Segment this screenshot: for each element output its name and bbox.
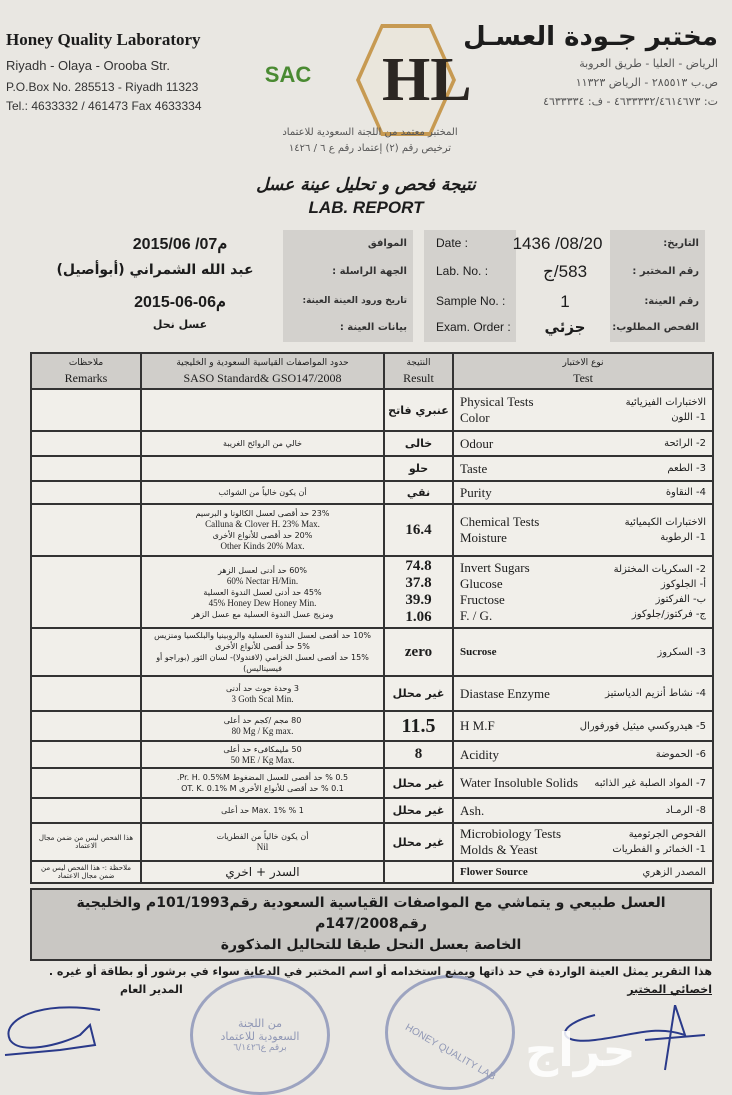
date-ar-label: التاريخ: — [663, 237, 699, 249]
test-name-group — [460, 436, 706, 452]
standard-line: 0.5 % حد أقصى للعسل المضغوط Pr. H. 0.5%M. — [176, 773, 349, 782]
test-name-en-col — [460, 644, 496, 660]
results-table — [30, 352, 714, 884]
sender-label: الجهة الراسلة : — [332, 265, 407, 277]
test-name-en: Water Insoluble Solids — [460, 775, 579, 790]
disclaimer-note: هذا التقرير يمثل العينة الواردة في حد ذاتها ويمنع استخدامه أو اسم المختبر في الدعاية سواء في برشور أو بطاقة أو غيره . — [48, 965, 712, 978]
standard-line: أن يكون خالياً من الشوائب — [218, 488, 307, 497]
remarks-header — [31, 353, 141, 389]
test-name-group — [460, 826, 706, 858]
result-value: 39.9 — [405, 592, 432, 608]
remarks-cell — [31, 711, 141, 741]
standard-cell — [141, 481, 384, 504]
test-cell — [453, 628, 713, 676]
remarks-cell — [31, 768, 141, 798]
test-name-group — [460, 461, 706, 477]
standard-cell — [141, 431, 384, 456]
standard-line: 23% حد أقصى لعسل الكالونا و البرسيم — [195, 509, 330, 518]
test-name-ar: 1- الخمائر و الفطريات — [612, 844, 706, 855]
standard-line: السدر + اخري — [225, 864, 300, 879]
remarks-cell — [31, 861, 141, 883]
sac-logo-text: SAC — [264, 62, 312, 87]
standard-cell — [141, 823, 384, 861]
manager-signature — [0, 1000, 130, 1070]
test-name-group — [460, 514, 706, 546]
test-name-group — [460, 803, 706, 819]
result-cell — [384, 861, 453, 883]
test-name-ar: 1- الرطوبة — [660, 532, 706, 543]
conclusion-line-1: العسل طبيعي و يتماشي مع المواصفات القياسية السعودية رقم101/1993م والخليجية رقم147/2008م — [76, 895, 666, 932]
result-value: 16.4 — [405, 521, 432, 538]
sample-data-label: بيانات العينة : — [339, 321, 407, 333]
standard-line: Nil — [256, 842, 269, 852]
table-row — [31, 556, 713, 628]
test-name-ar-col — [614, 562, 706, 622]
test-name-en-col — [460, 560, 530, 624]
test-name-en-col — [460, 394, 534, 426]
test-cell — [453, 504, 713, 556]
sample-no: 1 — [560, 292, 570, 311]
remarks-cell — [31, 504, 141, 556]
stamp-line-1: من اللجنة — [237, 1017, 283, 1030]
result-cell — [384, 823, 453, 861]
test-name-ar-col — [656, 747, 706, 762]
lab-no-ar-label: رقم المختبر : — [632, 265, 699, 277]
test-name-ar: 1- اللون — [671, 412, 706, 423]
test-name-ar: ج- فركتوز/جلوكوز — [631, 609, 706, 620]
remarks-cell — [31, 556, 141, 628]
test-name-ar: 6- الحموضة — [655, 749, 706, 760]
standard-line: Other Kinds 20% Max. — [220, 541, 305, 551]
standard-cell — [141, 711, 384, 741]
license-line: ترخيص رقم (٢) إعتماد رقم ع ٦ / ١٤٢٦ — [288, 143, 452, 154]
table-row — [31, 504, 713, 556]
lab-phone-en: Tel.: 4633332 / 461473 Fax 4633334 — [6, 99, 202, 113]
test-cell — [453, 431, 713, 456]
table-row — [31, 798, 713, 823]
result-header-en: Result — [403, 371, 434, 385]
result-value: 8 — [414, 746, 423, 762]
remarks-cell — [31, 676, 141, 711]
test-cell — [453, 556, 713, 628]
test-name-ar: 3- السكروز — [657, 646, 706, 658]
test-name-group — [460, 775, 706, 791]
result-value: 37.8 — [405, 575, 432, 591]
test-cell — [453, 456, 713, 481]
test-name-ar: 7- المواد الصلبة غير الذائبه — [594, 777, 706, 789]
test-name-ar-col — [605, 686, 706, 701]
standard-line: 80 مجم /كجم حد أعلى — [223, 716, 302, 725]
test-name-ar: 4- نشاط أنزيم الدياستيز — [605, 688, 706, 699]
test-name-en: Ash. — [460, 802, 485, 818]
test-cell — [453, 798, 713, 823]
standard-line: 60% حد أدنى لعسل الزهر — [218, 565, 307, 575]
sac-logo — [240, 30, 336, 120]
report-title-ar: نتيجة فحص و تحليل عينة عسل — [256, 175, 476, 195]
test-cell — [453, 481, 713, 504]
result-value: 1.06 — [405, 609, 432, 625]
lab-logo-letters: HL — [382, 46, 472, 114]
test-name-ar: 2- الرائحة — [664, 438, 706, 449]
table-row — [31, 861, 713, 883]
stamp-line-3: برقم ع٦/١٤٢٦ — [233, 1043, 287, 1053]
test-name-group — [460, 485, 706, 501]
remarks-cell — [31, 389, 141, 431]
test-name-en: Diastase Enzyme — [460, 685, 550, 701]
test-name-en: Fructose — [460, 592, 505, 607]
remarks-header-en: Remarks — [64, 371, 108, 385]
test-name-ar: المصدر الزهري — [642, 866, 706, 878]
table-row — [31, 676, 713, 711]
lab-name-en: Honey Quality Laboratory — [6, 30, 201, 49]
arrival-date: 2015-06-06م — [134, 294, 226, 311]
report-body — [30, 352, 712, 996]
result-cell — [384, 431, 453, 456]
standard-line: 20% حد أقصى للأنواع الأخرى — [212, 531, 313, 540]
test-name-en-col — [460, 686, 550, 702]
test-name-ar: الفحوص الجرثومية — [628, 829, 706, 840]
lab-no: 583/ج — [542, 262, 588, 281]
table-row — [31, 711, 713, 741]
lab-no-label: Lab. No. : — [436, 264, 489, 278]
standard-cell — [141, 456, 384, 481]
date-hijri: 1436 /08/20 — [512, 234, 603, 253]
result-cell — [384, 676, 453, 711]
remark-text: ملاحظة :- هذا الفحص ليس من ضمن مجال الاعتماد — [40, 864, 132, 880]
sample-no-label: Sample No. : — [436, 294, 506, 308]
lab-name-ar: مختبر جـودة العسـل — [463, 22, 718, 52]
table-row — [31, 823, 713, 861]
standard-header — [141, 353, 384, 389]
test-name-en-col — [460, 775, 578, 791]
test-name-ar-col — [626, 395, 706, 425]
test-name-en-col — [460, 436, 493, 452]
test-name-en-col — [460, 461, 487, 477]
remarks-cell — [31, 741, 141, 768]
result-cell — [384, 628, 453, 676]
lab-phone-ar: ت: ٤٦٣٣٣٣٢/٤٦١٤٦٧٣ - ف: ٤٦٣٣٣٣٤ — [543, 95, 718, 108]
standard-line: 50 ME / Kg Max. — [230, 754, 295, 765]
table-row — [31, 768, 713, 798]
standard-line: 45% حد أدنى لعسل الندوة العسلية — [203, 587, 322, 597]
standard-line: 45% Honey Dew Honey Min. — [208, 597, 317, 608]
report-title-en: LAB. REPORT — [308, 198, 424, 217]
date-gregorian: 2015/06 /07م — [132, 236, 228, 253]
test-name-en-col — [460, 826, 561, 858]
test-name-group — [460, 864, 706, 880]
test-name-ar-col — [643, 865, 707, 880]
test-header-en: Test — [573, 371, 593, 385]
result-cell — [384, 768, 453, 798]
equiv-label: الموافق — [367, 237, 407, 249]
table-row — [31, 431, 713, 456]
result-cell — [384, 456, 453, 481]
test-name-en: Physical Tests — [460, 394, 534, 409]
test-name-en: Microbiology Tests — [460, 826, 562, 841]
test-name-ar-col — [666, 803, 706, 818]
table-row — [31, 741, 713, 768]
test-name-ar: 8- الرمـاد — [665, 805, 706, 816]
remarks-cell — [31, 798, 141, 823]
test-name-en: Chemical Tests — [460, 514, 540, 529]
test-cell — [453, 676, 713, 711]
exam-order: جزئي — [544, 318, 586, 336]
date-label: Date : — [436, 236, 469, 250]
test-name-en: Glucose — [460, 576, 503, 591]
standard-cell — [141, 628, 384, 676]
remarks-cell — [31, 431, 141, 456]
lab-stamp-text: HONEY QUALITY LAB — [402, 1022, 498, 1083]
test-name-en-col — [460, 864, 528, 880]
test-name-group — [460, 718, 706, 734]
general-manager-label: المدير العام — [120, 983, 183, 996]
remarks-cell — [31, 628, 141, 676]
test-name-ar: 5- هيدروكسي ميثيل فورفورال — [579, 720, 706, 732]
sender-name: عبد الله الشمراني (أبوأصيل) — [56, 262, 254, 278]
test-name-ar-col — [594, 776, 706, 791]
table-row — [31, 389, 713, 431]
test-name-ar: الاختبارات الكيميائية — [624, 517, 706, 528]
accreditation-line: المختبر معتمد من اللجنة السعودية للاعتماد — [282, 127, 458, 138]
result-value: غير محلل — [392, 835, 445, 849]
test-name-group — [460, 560, 706, 624]
result-cell — [384, 389, 453, 431]
test-name-ar-col — [664, 436, 706, 451]
standard-cell — [141, 389, 384, 431]
result-cell — [384, 741, 453, 768]
test-name-en: Sucrose — [460, 646, 497, 658]
table-header-row — [31, 353, 713, 389]
test-cell — [453, 741, 713, 768]
result-cell — [384, 504, 453, 556]
test-header-ar: نوع الاختبار — [562, 358, 604, 368]
test-name-group — [460, 394, 706, 426]
test-name-en: Moisture — [460, 530, 507, 545]
test-name-group — [460, 644, 706, 660]
standard-line: 5% حد أقصى للأنواع الأخرى — [215, 642, 310, 651]
standard-cell — [141, 768, 384, 798]
standard-line: أن يكون خالياً من الفطريات — [216, 832, 309, 841]
exam-order-label: Exam. Order : — [436, 320, 511, 334]
remark-text: هذا الفحص ليس من ضمن مجال الاعتماد — [38, 834, 134, 850]
result-value: 74.8 — [405, 558, 432, 574]
result-value: zero — [404, 643, 433, 660]
result-cell — [384, 556, 453, 628]
test-cell — [453, 711, 713, 741]
standard-cell — [141, 676, 384, 711]
test-name-en-col — [460, 747, 499, 763]
test-name-group — [460, 747, 706, 763]
test-name-ar: 2- السكريات المختزلة — [613, 564, 706, 575]
table-row — [31, 456, 713, 481]
test-name-en-col — [460, 514, 539, 546]
test-name-ar: 3- الطعم — [667, 463, 706, 474]
conclusion-box — [30, 888, 712, 961]
standard-line: 3 Goth Scal Min. — [231, 693, 294, 704]
standard-line: 50 مليمكافىء حد أعلى — [223, 744, 302, 754]
test-name-en: Invert Sugars — [460, 560, 530, 575]
standard-cell — [141, 798, 384, 823]
test-cell — [453, 861, 713, 883]
lab-address-ar: الرياض - العليا - طريق العروبة — [579, 57, 718, 70]
standard-line: Calluna & Clover H. 23% Max. — [205, 519, 320, 529]
test-name-en: Flower Source — [460, 866, 528, 878]
test-name-en: Taste — [460, 460, 488, 476]
test-cell — [453, 389, 713, 431]
test-name-en-col — [460, 718, 495, 734]
test-name-ar-col — [657, 645, 706, 660]
test-name-en: F. / G. — [460, 608, 493, 623]
remarks-header-ar: ملاحظات — [68, 358, 104, 368]
standard-line: 1 % Max. 1% حد أعلى — [221, 806, 304, 815]
test-name-ar: ب- الفركتوز — [655, 594, 706, 605]
signature-labels — [30, 983, 712, 996]
standard-header-en: SASO Standard& GSO147/2008 — [183, 371, 342, 385]
test-name-en: Acidity — [460, 746, 499, 762]
result-value: عنبري فاتح — [388, 403, 449, 417]
table-row — [31, 628, 713, 676]
test-name-en-col — [460, 803, 484, 819]
standard-line: ومزيج عسل الندوة العسلية مع عسل الزهر — [191, 609, 334, 619]
sample-data: عسل نحل — [152, 318, 208, 331]
result-value: غير محلل — [392, 687, 445, 700]
test-name-ar-col — [625, 515, 706, 545]
test-cell — [453, 768, 713, 798]
test-name-ar: أ- الجلوكوز — [660, 579, 706, 590]
remarks-cell — [31, 481, 141, 504]
table-row — [31, 481, 713, 504]
test-name-ar: الاختبارات الفيزيائية — [625, 397, 706, 408]
standard-cell — [141, 741, 384, 768]
arrival-label: تاريخ ورود العينة العينة: — [302, 296, 407, 306]
test-name-ar-col — [666, 485, 706, 500]
result-header-ar: النتيجة — [406, 358, 431, 368]
result-value: حلو — [408, 462, 429, 475]
result-value: خالى — [404, 437, 433, 450]
test-header — [453, 353, 713, 389]
lab-address-en: Riyadh - Olaya - Orooba Str. — [6, 58, 171, 73]
result-cell — [384, 798, 453, 823]
result-value: نقي — [406, 486, 431, 499]
conclusion-line-2: الخاصة بعسل النحل طبقا للتحاليل المذكورة — [220, 937, 522, 953]
result-cell — [384, 711, 453, 741]
test-name-en: H M.F — [460, 718, 495, 733]
test-name-en: Purity — [460, 484, 492, 500]
lab-pobox-en: P.O.Box No. 285513 - Riyadh 11323 — [6, 80, 199, 94]
specialist-label: اخصائي المختبر — [627, 983, 712, 996]
test-name-en: Odour — [460, 435, 494, 451]
standard-line: 0.1 % حد أقصى للأنواع الأخرى OT. K. 0.1% M — [181, 784, 344, 793]
remarks-cell — [31, 456, 141, 481]
standard-header-ar: حدود المواصفات القياسية السعودية و الخليجية — [176, 358, 349, 368]
result-value: غير محلل — [392, 804, 445, 817]
standard-line: 80 Mg / Kg max. — [231, 726, 294, 736]
standard-cell — [141, 861, 384, 883]
test-name-group — [460, 686, 706, 702]
test-cell — [453, 823, 713, 861]
standard-line: خالي من الروائح الغريبة — [223, 439, 302, 448]
test-name-ar-col — [667, 461, 706, 476]
test-name-ar: 4- النقاوة — [665, 487, 706, 498]
lab-pobox-ar: ص.ب ٢٨٥٥١٣ - الرياض ١١٣٢٣ — [575, 76, 718, 89]
result-value: غير محلل — [392, 776, 445, 790]
standard-cell — [141, 556, 384, 628]
test-name-en: Molds & Yeast — [460, 842, 538, 857]
standard-line: 15% حد أقصى لعسل الخزامي (لافندولا)- لسان الثور (بوراجو أو فيسيناليس) — [156, 653, 369, 673]
watermark: حراج — [525, 1023, 636, 1077]
exam-order-ar-label: الفحص المطلوب: — [612, 321, 699, 333]
test-name-ar-col — [612, 827, 706, 857]
result-cell — [384, 481, 453, 504]
standard-cell — [141, 504, 384, 556]
test-name-ar-col — [580, 719, 706, 734]
sample-no-ar-label: رقم العينة: — [644, 295, 699, 307]
result-value: 11.5 — [401, 714, 436, 737]
result-header — [384, 353, 453, 389]
test-name-en-col — [460, 485, 492, 501]
standard-line: 10% حد أقصى لعسل الندوة العسلية والروبينيا والبلكسيا ومنزيس — [154, 631, 371, 640]
test-name-en: Color — [460, 410, 490, 425]
remarks-cell — [31, 823, 141, 861]
standard-line: 3 وحدة جوث حد أدنى — [226, 683, 299, 693]
stamp-line-2: السعودية للاعتماد — [220, 1030, 300, 1043]
standard-line: 60% Nectar H/Min. — [226, 575, 299, 586]
